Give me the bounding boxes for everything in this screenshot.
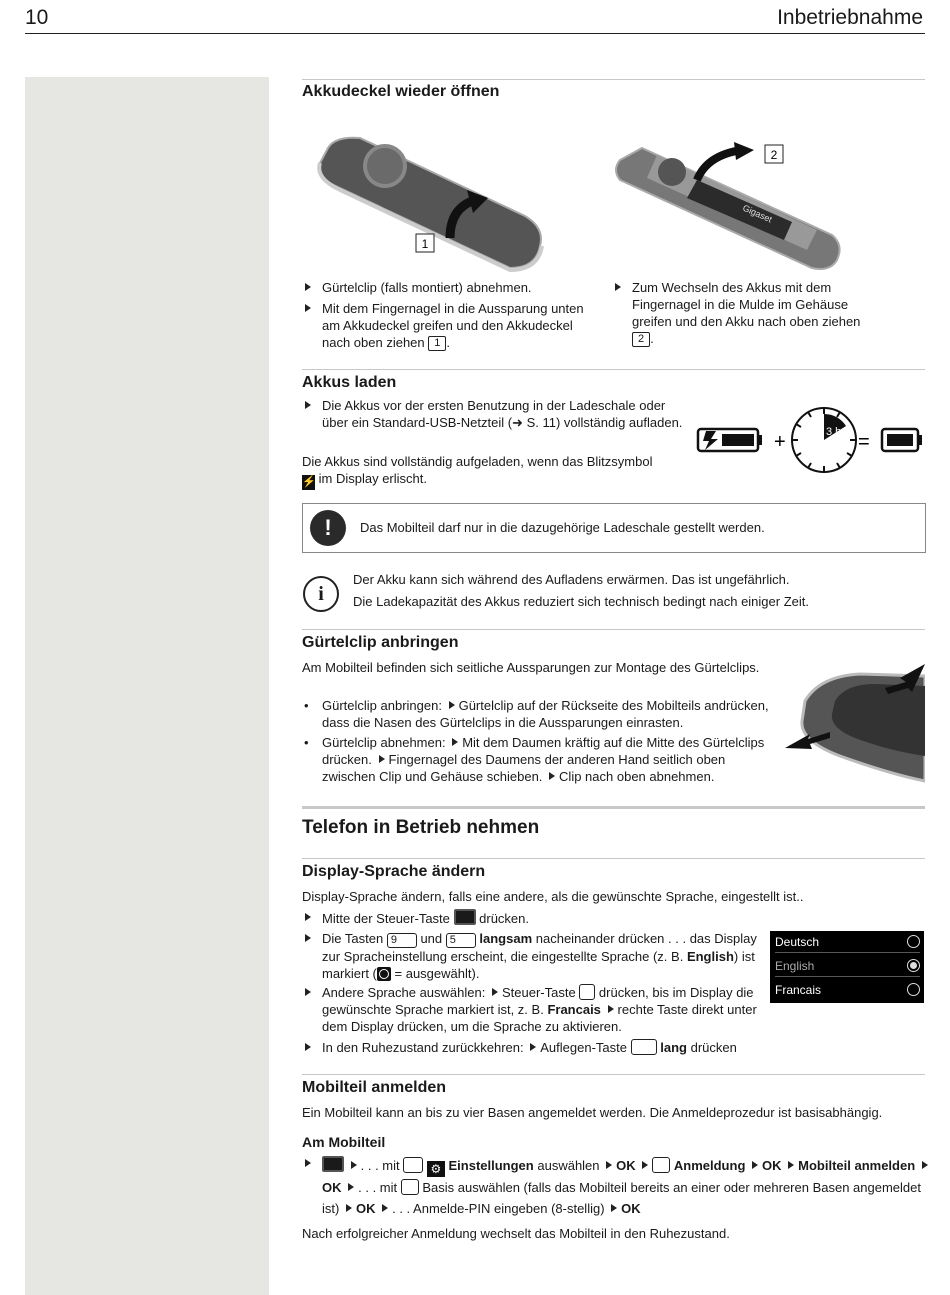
page-number: 10 xyxy=(25,6,49,29)
step-arrow-icon xyxy=(611,1204,617,1212)
text: . . . Anmelde-PIN eingeben (8-stellig) xyxy=(392,1201,605,1216)
register-intro: Ein Mobilteil kann an bis zu vier Basen angemeldet werden. Die Anmeldeprozedur ist basisabhängig. xyxy=(302,1105,883,1120)
bullet-return-idle xyxy=(302,1039,782,1056)
text: Mitte der Steuer-Taste xyxy=(322,911,450,926)
end-call-key-icon xyxy=(631,1039,657,1055)
language-option-deutsch[interactable] xyxy=(775,932,920,953)
callout-2: 2 xyxy=(770,148,778,162)
sidebar-panel xyxy=(25,77,269,1295)
text: Mobilteil anmelden xyxy=(798,1158,916,1173)
text: Die Akkus sind vollständig aufgeladen, wenn das Blitzsymbol xyxy=(302,454,653,469)
section-title-display-sprache: Display-Sprache ändern xyxy=(302,863,486,880)
nav-key-updown-icon xyxy=(579,984,595,1000)
warning-box xyxy=(302,503,926,553)
step-arrow-icon xyxy=(379,755,385,763)
step-arrow-icon xyxy=(549,772,555,780)
bullet-register-steps xyxy=(302,1155,932,1219)
belt-clip-illustration xyxy=(780,656,925,786)
step-arrow-icon xyxy=(346,1204,352,1212)
chapter-heading: Telefon in Betrieb nehmen xyxy=(302,817,540,838)
text: und xyxy=(420,931,443,946)
nav-key-updown-icon xyxy=(652,1157,670,1173)
dot-remove-clip xyxy=(302,734,782,785)
step-arrow-icon xyxy=(449,701,455,709)
language-label: Deutsch xyxy=(775,935,820,949)
radio-empty-icon xyxy=(907,935,920,948)
text: Mit dem Daumen kräftig auf die Mitte des Gürtelclips drücken. xyxy=(322,735,765,767)
warning-text: Das Mobilteil darf nur in die dazugehörige Ladeschale gestellt werden. xyxy=(360,520,765,535)
step-arrow-icon xyxy=(348,1183,354,1191)
text: Gürtelclip auf der Rückseite des Mobilteils andrücken, dass die Nasen des Gürtelclips in die Aussparungen einrasten. xyxy=(322,698,769,730)
text: OK xyxy=(355,1201,376,1216)
arrow-icon: ➜ xyxy=(512,415,523,430)
page-ref-link[interactable]: S. 11 xyxy=(526,415,556,430)
bullet-text: ) vollständig aufladen. xyxy=(555,415,683,430)
step-arrow-icon xyxy=(642,1161,648,1169)
text: Gürtelclip anbringen: xyxy=(322,698,442,713)
bullet-open-cover: Mit dem Fingernagel in die Aussparung unten am Akkudeckel greifen und den Akkudeckel nach oben ziehen 1 . xyxy=(302,300,602,351)
step-arrow-icon xyxy=(382,1204,388,1212)
step-arrow-icon xyxy=(452,738,458,746)
step-arrow-icon xyxy=(922,1161,928,1169)
text: Einstellungen xyxy=(448,1158,534,1173)
text: OK xyxy=(762,1158,782,1173)
section-title-akkudeckel: Akkudeckel wieder öffnen xyxy=(302,83,500,100)
text: Auflegen-Taste xyxy=(540,1040,627,1055)
dot-attach-clip xyxy=(302,697,778,731)
exclamation-icon: ! xyxy=(310,510,346,546)
section-rule xyxy=(302,369,925,370)
bullet-text: Mit dem Fingernagel in die Aussparung unten am Akkudeckel greifen und den Akkudeckel nach oben ziehen xyxy=(322,301,584,350)
text: rechte Taste direkt unter dem Display drücken, um die Sprache zu aktivieren. xyxy=(322,1002,757,1034)
text: English xyxy=(686,949,734,964)
nav-key-updown-icon xyxy=(401,1179,419,1195)
ref-box-1: 1 xyxy=(428,336,446,351)
section-title-mobilteil-anmelden: Mobilteil anmelden xyxy=(302,1079,447,1096)
text: auswählen xyxy=(537,1158,600,1173)
info-text-1: Der Akku kann sich während des Aufladens erwärmen. Das ist ungefährlich. xyxy=(353,572,790,587)
text: In den Ruhezustand zurückkehren: xyxy=(322,1040,524,1055)
language-menu-display xyxy=(770,931,924,1003)
text: Andere Sprache auswählen: xyxy=(322,985,486,1000)
clock-label: 3 h xyxy=(826,426,842,438)
section-title-guertelclip: Gürtelclip anbringen xyxy=(302,634,459,651)
text: Fingernagel des Daumens der anderen Hand seitlich oben zwischen Clip und Gehäuse schieben. xyxy=(322,752,726,784)
nav-key-leftright-icon xyxy=(403,1157,423,1173)
nav-key-center-icon xyxy=(454,909,476,925)
bullet-text: Zum Wechseln des Akkus mit dem Fingernagel in die Mulde im Gehäuse greifen und den Akku nach oben ziehen xyxy=(632,280,861,329)
belt-clip-intro: Am Mobilteil befinden sich seitliche Aussparungen zur Montage des Gürtelclips. xyxy=(302,660,760,675)
text: . . . mit xyxy=(360,1158,400,1173)
header-rule xyxy=(25,33,925,34)
language-option-francais[interactable] xyxy=(775,980,920,1000)
nav-key-center-icon xyxy=(322,1156,344,1172)
text: OK xyxy=(322,1180,342,1195)
key-9: 9 xyxy=(387,933,417,948)
info-text-2: Die Ladekapazität des Akkus reduziert sich technisch bedingt nach einiger Zeit. xyxy=(353,594,809,609)
bullet-text: Die Akkus vor der ersten Benutzung in der Ladeschale oder über ein Standard-USB-Netzteil ( xyxy=(322,398,666,430)
text: langsam xyxy=(479,931,533,946)
section-rule xyxy=(302,629,925,630)
step-arrow-icon xyxy=(608,1005,614,1013)
text: ) ist markiert ( xyxy=(322,949,755,981)
gear-icon: ⚙ xyxy=(427,1161,445,1177)
text: OK xyxy=(621,1201,641,1216)
section-rule xyxy=(302,79,925,80)
text: Basis auswählen (falls das Mobilteil bereits an einer oder mehreren Basen angemeldet ist) xyxy=(322,1180,921,1216)
bullet-select-language xyxy=(302,984,762,1035)
text: Gürtelclip abnehmen: xyxy=(322,735,446,750)
radio-selected-icon xyxy=(907,959,920,972)
plus-sign: + xyxy=(774,431,786,453)
text: Clip nach oben abnehmen. xyxy=(559,769,715,784)
bullet-press-center xyxy=(302,909,772,927)
step-arrow-icon xyxy=(492,988,498,996)
radio-selected-icon xyxy=(377,967,391,981)
chapter-title: Inbetriebnahme xyxy=(777,6,923,29)
text: drücken, bis im Display die gewünschte Sprache markiert ist, z. B. xyxy=(322,985,754,1017)
text: drücken. xyxy=(479,911,530,926)
text: = ausgewählt). xyxy=(394,966,480,981)
step-arrow-icon xyxy=(351,1161,357,1169)
key-5: 5 xyxy=(446,933,476,948)
info-icon: i xyxy=(303,576,339,612)
language-intro: Display-Sprache ändern, falls eine andere, als die gewünschte Sprache, eingestellt ist.. xyxy=(302,889,804,904)
step-arrow-icon xyxy=(530,1043,536,1051)
text: im Display erlischt. xyxy=(318,471,427,486)
section-rule xyxy=(302,858,925,859)
language-option-english[interactable] xyxy=(775,956,920,977)
lightning-icon: ⚡ xyxy=(302,476,316,488)
charging-diagram xyxy=(696,404,924,476)
step-arrow-icon xyxy=(606,1161,612,1169)
phone-brand: Gigaset xyxy=(741,202,774,225)
register-outro: Nach erfolgreicher Anmeldung wechselt das Mobilteil in den Ruhezustand. xyxy=(302,1226,730,1241)
bullet-press-keys xyxy=(302,930,762,982)
step-arrow-icon xyxy=(752,1161,758,1169)
text: drücken xyxy=(690,1040,737,1055)
text: . . . mit xyxy=(358,1180,398,1195)
phone-back-cover-illustration xyxy=(310,128,550,273)
text: Anmeldung xyxy=(673,1158,746,1173)
text: lang xyxy=(660,1040,687,1055)
ref-box-2: 2 xyxy=(632,332,650,347)
text: nacheinander drücken . . . das Display zur Spracheinstellung erscheint, die eingestellte Sprache (z. B. xyxy=(322,931,757,964)
phone-battery-illustration xyxy=(612,140,847,275)
section-rule xyxy=(302,1074,925,1075)
radio-empty-icon xyxy=(907,983,920,996)
bullet-change-battery: Zum Wechseln des Akkus mit dem Fingernagel in die Mulde im Gehäuse greifen und den Akku nach oben ziehen 2 . xyxy=(612,279,882,347)
step-arrow-icon xyxy=(788,1161,794,1169)
bullet-remove-clip xyxy=(302,279,602,296)
text: Francais xyxy=(547,1002,601,1017)
bullet-text: Gürtelclip (falls montiert) abnehmen. xyxy=(322,280,532,295)
text: Die Tasten xyxy=(322,931,384,946)
language-label: Francais xyxy=(775,983,822,997)
chapter-rule xyxy=(302,806,925,809)
subsection-am-mobilteil: Am Mobilteil xyxy=(302,1134,386,1150)
bullet-charge xyxy=(302,397,692,431)
text: Steuer-Taste xyxy=(501,985,576,1000)
language-label: English xyxy=(775,959,815,973)
text: OK xyxy=(616,1158,636,1173)
equals-sign: = xyxy=(858,431,870,453)
callout-1: 1 xyxy=(421,237,429,251)
section-title-akkus-laden: Akkus laden xyxy=(302,374,397,391)
charge-complete-text xyxy=(302,453,672,490)
